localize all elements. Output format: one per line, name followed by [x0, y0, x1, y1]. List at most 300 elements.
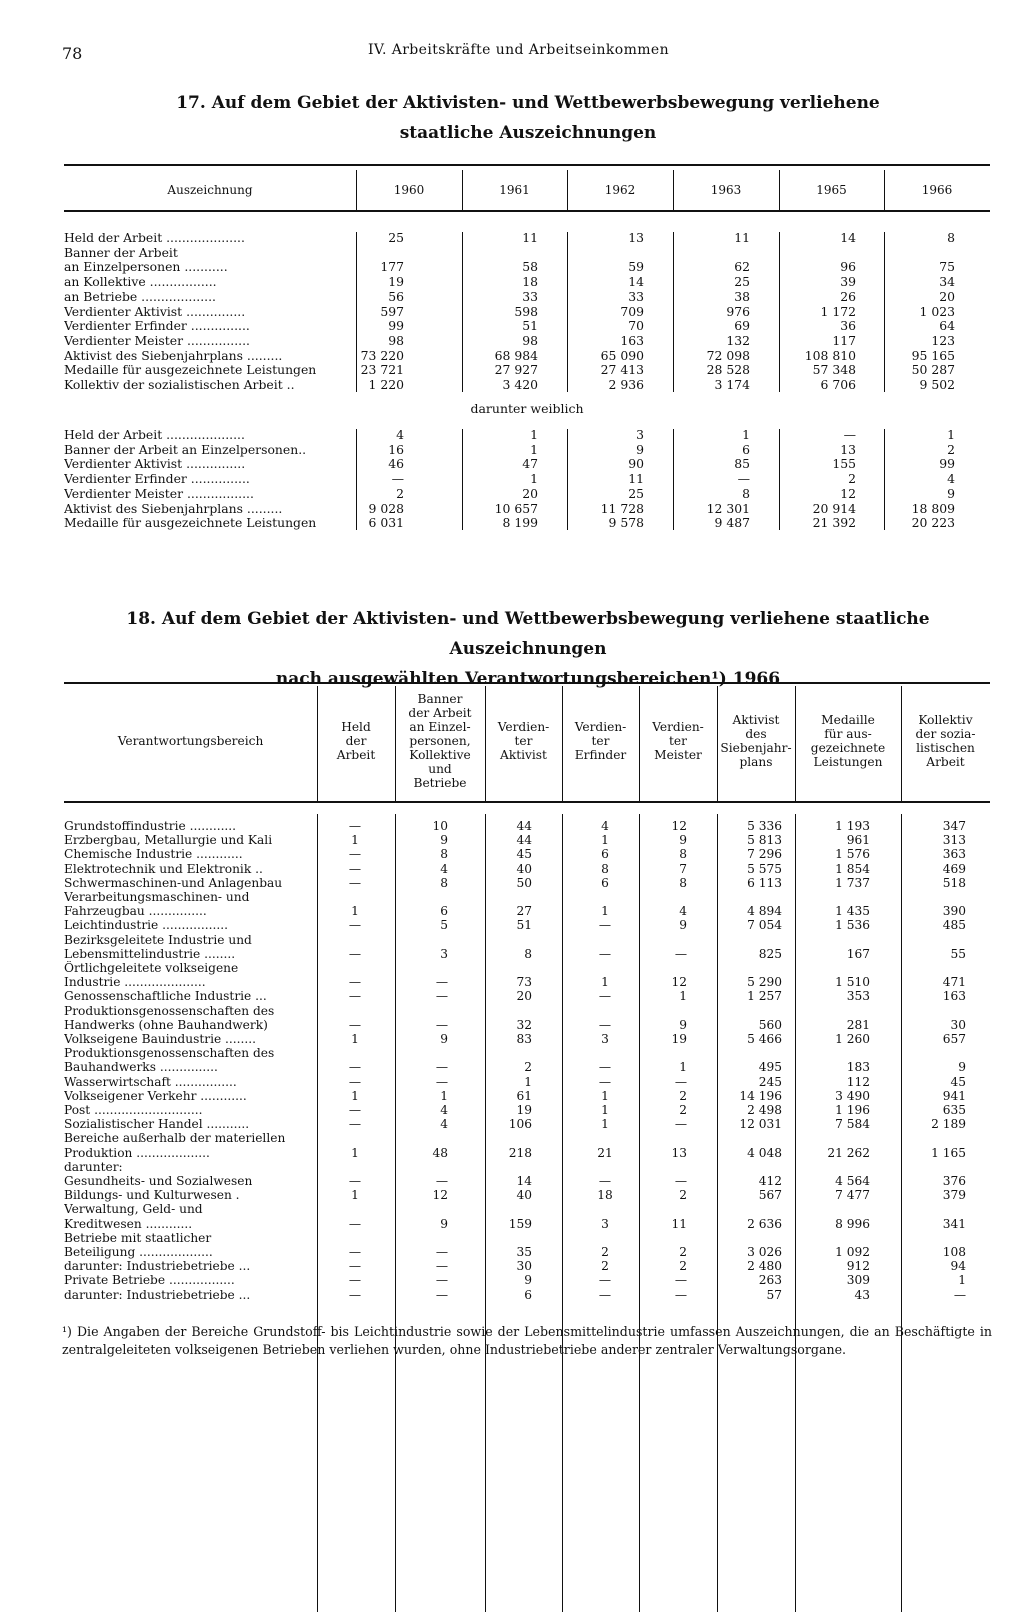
table18-cell: 12: [432, 1188, 448, 1203]
table18-column-header-line: plans: [739, 755, 773, 769]
table18-row-label-line: Bauhandwerks ...............: [64, 1060, 218, 1075]
table17-cell: 11 728: [600, 500, 644, 516]
table18-column-header-text: [811, 713, 885, 769]
table18-cell: 9: [440, 1216, 448, 1231]
table17-cell: 56: [388, 288, 404, 304]
table18-row-label-line: Fahrzeugbau ...............: [64, 904, 207, 919]
table17-cell: 2: [396, 485, 404, 501]
table18-row-label-line: Volkseigener Verkehr ............: [64, 1088, 247, 1103]
table18-title-line1: 18. Auf dem Gebiet der Aktivisten- und Wettbewerbsbewegung verliehene staatliche Auszeichnungen: [126, 609, 930, 659]
table18-cell: 2: [601, 1244, 609, 1259]
table18-row-label-line: Produktionsgenossenschaften des: [64, 1046, 275, 1061]
table17-row: [64, 304, 990, 319]
table18-cell: 9: [524, 1273, 532, 1288]
table18-cell: 2: [679, 1103, 687, 1117]
table18-column-header-text: [408, 692, 471, 790]
table17-cell: 33: [628, 288, 644, 304]
table18-row-label-line: Erzbergbau, Metallurgie und Kali: [64, 833, 273, 848]
table18-column-header-line: der: [345, 734, 367, 748]
table17-cell: 8 199: [502, 515, 538, 531]
table18-cell: 2: [679, 1188, 687, 1203]
table18-cell: —: [598, 1273, 612, 1288]
table18-cell: 5 466: [747, 1032, 782, 1046]
table17-cell: 57 348: [812, 362, 856, 378]
table18-cell: —: [348, 1017, 362, 1032]
table18-cell: —: [674, 1273, 687, 1288]
table18-cell: 1 854: [835, 861, 870, 876]
table18-cell: —: [348, 975, 362, 990]
table18-cell: 2: [679, 1244, 687, 1259]
table17-column-rule: [462, 170, 463, 210]
table18-column-header-line: ter: [669, 734, 687, 748]
table17-row-label: Verdienter Erfinder ...............: [64, 471, 250, 487]
table18-cell: 3: [440, 946, 448, 961]
table18-cell: 44: [516, 819, 532, 833]
table18-cell: 4 894: [747, 904, 782, 919]
table18-cell: —: [435, 1074, 448, 1089]
table18-row: [64, 1089, 990, 1103]
table18-column-rule: [562, 686, 563, 802]
table17-row-label: an Kollektive .................: [64, 274, 217, 290]
table17-cell: 163: [620, 332, 644, 348]
table18-cell: 4 564: [835, 1173, 870, 1188]
table18-cell: 55: [950, 946, 966, 961]
table18-cell: 5 575: [747, 861, 782, 876]
table18-cell: 1 260: [835, 1032, 870, 1046]
table18-row-label-line: Elektrotechnik und Elektronik ..: [64, 861, 263, 876]
table18-column-header: [395, 682, 485, 800]
table18-row: [64, 961, 990, 989]
table18-cell: 9: [440, 833, 448, 848]
table18-cell: 45: [516, 847, 532, 862]
table18-cell: 106: [508, 1117, 532, 1132]
table18-cell: 51: [516, 918, 532, 933]
table18-cell: 21: [597, 1145, 613, 1160]
table17-subhead: darunter weiblich: [470, 401, 584, 416]
table18-column-header-line: Medaille: [821, 713, 875, 727]
table17-cell: 20: [522, 485, 538, 501]
table18-cell: 12: [671, 975, 687, 990]
table18-cell: 471: [942, 975, 966, 990]
table18-cell: 2 498: [747, 1103, 782, 1117]
table17-cell: —: [737, 471, 750, 487]
table18-cell: 313: [942, 833, 966, 848]
table17-cell: 20 914: [812, 500, 856, 516]
table18-cell: 518: [942, 875, 966, 890]
table17-head-label: Auszeichnung: [167, 183, 253, 197]
table18-column-header-line: des: [745, 727, 767, 741]
table18-row: [64, 1288, 990, 1302]
table18-column-rule: [717, 686, 718, 802]
table18-row: [64, 1188, 990, 1202]
table18-cell: 1: [958, 1273, 966, 1288]
table18-cell: —: [348, 847, 362, 862]
running-head: IV. Arbeitskräfte und Arbeitseinkommen: [368, 42, 670, 58]
table18-row: [64, 1160, 990, 1188]
table17-cell: 33: [522, 288, 538, 304]
table18-cell: —: [348, 1103, 362, 1117]
table17-row-label: Verdienter Aktivist ...............: [64, 456, 246, 472]
table18-cell: 3: [601, 1216, 609, 1231]
table17-row: [64, 245, 990, 260]
table18-cell: 4: [440, 1117, 448, 1132]
table18-column-header-text: [498, 720, 550, 762]
table17-column-rule: [356, 170, 357, 210]
table18-cell: 167: [846, 946, 870, 961]
table18-row: [64, 819, 990, 833]
table17-column-rule: [673, 170, 674, 210]
table17-cell: 28 528: [706, 362, 750, 378]
table18-cell: 495: [758, 1060, 782, 1075]
table18-cell: —: [348, 989, 362, 1004]
table17-title: [60, 88, 996, 148]
table17-cell: 976: [726, 303, 750, 319]
table18-cell: 1 165: [931, 1145, 966, 1160]
table17-cell: 50 287: [911, 362, 955, 378]
table18-column-header-line: Verdien-: [652, 720, 704, 734]
table18-column-header: [639, 682, 717, 800]
table18-cell: 6: [601, 875, 609, 890]
table18-cell: —: [348, 875, 362, 890]
table18-column-header: [485, 682, 562, 800]
table18-cell: 4 048: [747, 1145, 782, 1160]
table17-title-line1: 17. Auf dem Gebiet der Aktivisten- und Wettbewerbsbewegung verliehene: [176, 93, 880, 113]
table18-row: [64, 876, 990, 890]
table17-row-label: Verdienter Aktivist ...............: [64, 303, 246, 319]
table18-cell: 44: [516, 833, 532, 848]
table18-cell: 379: [942, 1188, 966, 1203]
table18-row-label-line: Grundstoffindustrie ............: [64, 819, 237, 833]
table18-column-header-line: Verdien-: [497, 720, 550, 734]
table17-cell: 1 023: [919, 303, 955, 319]
table18-row-label-line: Beteiligung ...................: [64, 1245, 213, 1259]
table18-row-label-line: Produktionsgenossenschaften des: [64, 1003, 275, 1018]
table17-column-rule: [462, 429, 463, 530]
table17-cell: 68 984: [494, 347, 538, 363]
table18-cell: 1: [351, 1032, 359, 1046]
table18-column-header-line: Kollektive: [409, 748, 471, 762]
table18-cell: 40: [516, 1188, 532, 1203]
table18-cell: 40: [516, 861, 532, 876]
table17-cell: 20 223: [911, 515, 955, 531]
table17-cell: 1: [947, 427, 955, 442]
table17-row-label: Medaille für ausgezeichnete Leistungen: [64, 515, 317, 531]
table18-cell: 9: [679, 1017, 687, 1032]
table17-cell: 12: [840, 485, 856, 501]
table18-cell: 14 196: [739, 1088, 782, 1103]
table17-cell: 11: [628, 471, 644, 487]
table17-cell: 1: [530, 471, 538, 487]
table17-cell: 1 172: [820, 303, 856, 319]
table17-column-rule: [462, 232, 463, 392]
table18-cell: 3: [601, 1032, 609, 1046]
table18-cell: 1: [601, 1117, 609, 1132]
table18-cell: 1: [524, 1074, 532, 1089]
table18-row: [64, 862, 990, 876]
table17-cell: 3 420: [502, 377, 538, 392]
table17-cell: 598: [514, 303, 538, 319]
table17-cell: 69: [734, 318, 750, 334]
table18-column-rule: [639, 686, 640, 802]
table18-cell: 2: [679, 1259, 687, 1274]
table18-column-header-line: der Arbeit: [408, 706, 472, 720]
table18-cell: 1: [351, 1188, 359, 1203]
table18-cell: —: [598, 946, 612, 961]
table18-cell: 108: [942, 1244, 966, 1259]
table17-row-female: [64, 427, 990, 442]
table18-row-label-line: Volkseigene Bauindustrie ........: [64, 1032, 257, 1046]
table17-cell: 46: [388, 456, 404, 472]
table18-column-header-line: Aktivist: [732, 713, 780, 727]
table18-cell: —: [348, 1216, 362, 1231]
table18-cell: 657: [942, 1032, 966, 1046]
table18-cell: 21 262: [827, 1145, 870, 1160]
table17-cell: 117: [832, 332, 856, 348]
table17-column-rule: [779, 232, 780, 392]
table18-cell: 7 584: [835, 1117, 870, 1132]
table18-cell: —: [598, 1287, 612, 1302]
table18-cell: 27: [516, 904, 532, 919]
table18-cell: 9: [679, 833, 687, 848]
table18-cell: —: [348, 1244, 362, 1259]
table17-cell: 72 098: [706, 347, 750, 363]
table18-cell: 1: [351, 904, 359, 919]
table17-row: [64, 274, 990, 289]
table18-row-label-line: Handwerks (ohne Bauhandwerk): [64, 1017, 268, 1032]
table18-row: [64, 847, 990, 861]
table18-column-header-line: Kollektiv: [918, 713, 973, 727]
table18-cell: 30: [516, 1259, 532, 1274]
table18-cell: 941: [942, 1088, 966, 1103]
table18-column-header: [317, 682, 395, 800]
table18-cell: 8: [440, 847, 448, 862]
table18-cell: —: [598, 1074, 612, 1089]
table18-head-label: Verantwortungsbereich: [117, 734, 264, 748]
table17-row-label: Held der Arbeit ....................: [64, 427, 245, 442]
table18-cell: 32: [516, 1017, 532, 1032]
table17-cell: 38: [734, 288, 750, 304]
table18-cell: —: [674, 1287, 687, 1302]
table17-cell: 6 706: [820, 377, 856, 392]
table17-cell: 1: [742, 427, 750, 442]
table18-column-header-line: ter: [514, 734, 533, 748]
table17-row-label: Held der Arbeit ....................: [64, 230, 245, 245]
table17-cell: 132: [726, 332, 750, 348]
table18-cell: —: [348, 1287, 362, 1302]
table17-cell: 20: [939, 288, 955, 304]
table18-row: [64, 1075, 990, 1089]
table18-cell: 4: [440, 861, 448, 876]
page-number: 78: [62, 44, 83, 63]
table17-title-line2: staatliche Auszeichnungen: [399, 123, 657, 143]
table18-row-label-line: Bildungs- und Kulturwesen .: [64, 1188, 240, 1203]
table17-cell: 90: [628, 456, 644, 472]
table18-cell: 263: [758, 1273, 782, 1288]
table18-row-label-line: Sozialistischer Handel ...........: [64, 1117, 250, 1132]
table18-cell: —: [598, 989, 612, 1004]
table18-cell: 163: [942, 989, 966, 1004]
table17-cell: 4: [947, 471, 955, 487]
table17-row-label: Banner der Arbeit: [64, 244, 178, 260]
table18-cell: 35: [516, 1244, 532, 1259]
table18-cell: —: [348, 1259, 362, 1274]
table18-cell: 13: [671, 1145, 687, 1160]
table18-column-header: [562, 682, 639, 800]
table18-row: [64, 933, 990, 961]
table18-cell: 347: [942, 819, 966, 833]
table18-cell: 1 510: [835, 975, 870, 990]
table18-cell: 6 113: [747, 875, 782, 890]
table17-cell: 1: [530, 441, 538, 457]
table17-year-header: 1962: [604, 183, 636, 197]
table17-cell: 6: [742, 441, 750, 457]
table18-cell: 7 054: [747, 918, 782, 933]
table17-cell: 23 721: [360, 362, 404, 378]
table17-cell: 39: [840, 274, 856, 290]
table17-cell: 9 578: [608, 515, 644, 531]
table18-cell: 353: [846, 989, 870, 1004]
table18-row: [64, 1004, 990, 1032]
table17-row-label: Verdienter Erfinder ...............: [64, 318, 250, 334]
table17-cell: 34: [939, 274, 955, 290]
table17-cell: 36: [840, 318, 856, 334]
table18-cell: 7 296: [747, 847, 782, 862]
table18-cell: —: [348, 1173, 362, 1188]
table17-rule-top: [64, 164, 990, 166]
table18-column-header-text: [337, 720, 375, 762]
table18-cell: 560: [758, 1017, 782, 1032]
table18-cell: 9: [440, 1032, 448, 1046]
table17-cell: 14: [628, 274, 644, 290]
table18-cell: 2 189: [931, 1117, 966, 1132]
table17-cell: 1: [530, 427, 538, 442]
table17-row-female: [64, 471, 990, 486]
table18-cell: 19: [516, 1103, 532, 1117]
table18-cell: 412: [758, 1173, 782, 1188]
table18-row-label-line: Genossenschaftliche Industrie ...: [64, 989, 267, 1004]
table17-row: [64, 230, 990, 245]
table18-cell: —: [598, 1060, 612, 1075]
table17-rule-head: [64, 210, 990, 212]
table17-cell: 51: [522, 318, 538, 334]
table17-cell: 11: [522, 230, 538, 245]
table17-year-header: 1966: [921, 183, 953, 197]
table17-row: [64, 362, 990, 377]
table18-cell: 469: [942, 861, 966, 876]
table17-cell: 709: [620, 303, 644, 319]
table18-cell: 1 576: [835, 847, 870, 862]
table18-cell: —: [348, 946, 362, 961]
table17-cell: 13: [628, 230, 644, 245]
table17-cell: 177: [380, 259, 404, 275]
table18-cell: 183: [846, 1060, 870, 1075]
table18-row: [64, 989, 990, 1003]
table18-cell: 1 737: [835, 875, 870, 890]
table18-title-line2: nach ausgewählten Verantwortungsbereichen¹) 1966: [275, 669, 781, 689]
table18-row-label-line: Chemische Industrie ............: [64, 847, 243, 862]
table18-cell: 7: [679, 861, 687, 876]
table18-cell: 1 092: [835, 1244, 870, 1259]
table18-cell: 50: [516, 875, 532, 890]
table18-column-header-line: listischen: [916, 741, 975, 755]
table18-row-label-line: Bezirksgeleitete Industrie und: [64, 932, 252, 947]
table18-column-header-line: personen,: [409, 734, 471, 748]
table18-column-header-line: Banner: [417, 692, 463, 706]
table18-cell: 245: [758, 1074, 782, 1089]
table18-cell: 1: [351, 1145, 359, 1160]
table18-column-header-text: [652, 720, 704, 762]
table18-cell: 8: [601, 861, 609, 876]
table17-cell: 597: [380, 303, 404, 319]
table18-cell: —: [435, 1060, 448, 1075]
table18-cell: 2: [601, 1259, 609, 1274]
table17-cell: 9 028: [368, 500, 404, 516]
table17-cell: 123: [931, 332, 955, 348]
table17-cell: 59: [628, 259, 644, 275]
table18-cell: 281: [846, 1017, 870, 1032]
table18-cell: 18: [597, 1188, 613, 1203]
table18-cell: 5 813: [747, 833, 782, 848]
table17-cell: 47: [522, 456, 538, 472]
table17-cell: 9: [636, 441, 644, 457]
table17-cell: 25: [388, 230, 404, 245]
table18-cell: 94: [950, 1259, 966, 1274]
table18-cell: —: [435, 1287, 448, 1302]
table17-cell: 25: [734, 274, 750, 290]
table18-cell: 309: [846, 1273, 870, 1288]
table18-row-label-line: Bereiche außerhalb der materiellen: [64, 1131, 286, 1146]
table18-cell: 1 435: [835, 904, 870, 919]
table18-row-label-line: Kreditwesen ............: [64, 1216, 193, 1231]
table18-row-label-line: Betriebe mit staatlicher: [64, 1230, 212, 1245]
table18-cell: 2 480: [747, 1259, 782, 1274]
table17-column-rule: [567, 232, 568, 392]
table18-row-label-line: Gesundheits- und Sozialwesen: [64, 1174, 253, 1188]
table18-row: [64, 1273, 990, 1287]
table18-column-header: [901, 682, 990, 800]
table17-cell: 99: [939, 456, 955, 472]
table18-row-label-line: darunter: Industriebetriebe ...: [64, 1287, 251, 1302]
table17-cell: 2: [848, 471, 856, 487]
table18-cell: 14: [516, 1173, 532, 1188]
table18-cell: 961: [846, 833, 870, 848]
table17-cell: 58: [522, 259, 538, 275]
table18-column-header-line: gezeichnete: [810, 741, 886, 755]
table18-cell: 635: [942, 1103, 966, 1117]
table17-cell: 2 936: [608, 377, 644, 392]
table17-row-label: Banner der Arbeit an Einzelpersonen..: [64, 441, 307, 457]
table18-cell: 1: [601, 1103, 609, 1117]
table18-cell: 1 536: [835, 918, 870, 933]
table17-cell: 95 165: [911, 347, 955, 363]
table17-cell: 155: [832, 456, 856, 472]
table17-cell: 19: [388, 274, 404, 290]
table18-cell: —: [348, 861, 362, 876]
table17-cell: 3 174: [714, 377, 750, 392]
table17-cell: 14: [840, 230, 856, 245]
table17-cell: 108 810: [804, 347, 856, 363]
table17-cell: 98: [522, 332, 538, 348]
table18-column-header-text: [720, 713, 791, 769]
table18-cell: 57: [766, 1287, 782, 1302]
table18-cell: 8: [679, 875, 687, 890]
table17-cell: 8: [742, 485, 750, 501]
table18-row: [64, 1131, 990, 1159]
table17-column-rule: [673, 429, 674, 530]
table18-row-label-line: Private Betriebe .................: [64, 1273, 235, 1288]
table17-cell: 96: [840, 259, 856, 275]
table18-cell: 4: [679, 904, 687, 919]
